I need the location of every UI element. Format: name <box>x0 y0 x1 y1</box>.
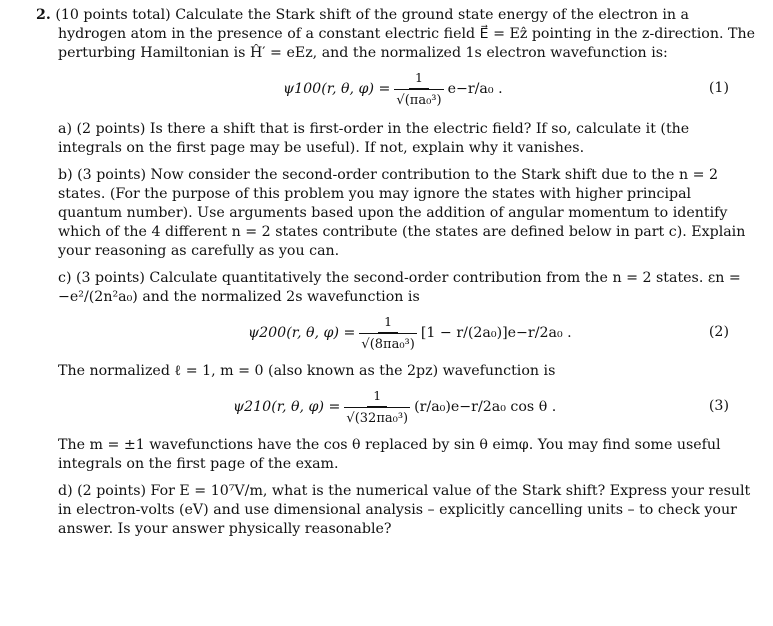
eq1-denominator: √(πa₀³) <box>394 89 443 110</box>
eq3-lhs: ψ210(r, θ, φ) = <box>233 398 341 415</box>
eq1-rhs: e−r/a₀ . <box>447 80 503 97</box>
eq3-number: (3) <box>708 398 729 414</box>
equation-1 <box>18 66 755 112</box>
eq1-numerator: 1 <box>409 68 429 89</box>
eq1-lhs: ψ100(r, θ, φ) = <box>283 80 391 97</box>
part-a: a) (2 points) Is there a shift that is first-order in the electric field? If so, calculate it (the integrals on the first page may be useful). If not, explain why it vanishes. <box>58 121 690 156</box>
text-m1: The m = ±1 wavefunctions have the cos θ replaced by sin θ eimφ. You may find some useful integrals on the first page of the exam. <box>58 437 721 472</box>
problem-number: 2. <box>36 7 51 23</box>
eq1-number: (1) <box>708 80 729 96</box>
equation-2 <box>18 310 755 356</box>
eq3-denominator: √(32πa₀³) <box>344 407 410 428</box>
part-b: b) (3 points) Now consider the second-order contribution to the Stark shift due to the n = 2 states. (For the purpose of this problem you may ignore the states with higher principal quantum number). Use arguments based upon the addition of angular momentum to identify which of the 4 different n = 2 states contribute (the states are defined below in part c). Explain your reasoning as carefully as you can. <box>58 167 746 259</box>
text-210: The normalized ℓ = 1, m = 0 (also known as the 2pz) wavefunction is <box>58 363 556 379</box>
problem-intro-text: (10 points total) Calculate the Stark shift of the ground state energy of the electron in a hydrogen atom in the presence of a constant electric field E⃗ = Eẑ pointing in the z-direction. The perturbing Hamiltonian is Ĥ′ = eEz, and the normalized 1s electron wavefunction is: <box>55 7 755 61</box>
eq3-numerator: 1 <box>367 386 387 407</box>
problem-intro <box>18 6 755 63</box>
eq2-fraction <box>359 312 416 354</box>
part-d: d) (2 points) For E = 10⁷V/m, what is the numerical value of the Stark shift? Express your result in electron-volts (eV) and use dimensional analysis – explicitly cancelling units – to check your answer. Is your answer physically reasonable? <box>58 483 751 537</box>
eq2-numerator: 1 <box>378 312 398 333</box>
part-c: c) (3 points) Calculate quantitatively the second-order contribution from the n = 2 states. εn = −e²/(2n²a₀) and the normalized 2s wavefunction is <box>58 270 741 305</box>
eq1-fraction <box>394 68 443 110</box>
eq2-denominator: √(8πa₀³) <box>359 333 416 354</box>
equation-3 <box>18 384 755 430</box>
eq3-rhs: (r/a₀)e−r/2a₀ cos θ . <box>414 398 557 415</box>
eq3-fraction <box>344 386 410 428</box>
eq2-lhs: ψ200(r, θ, φ) = <box>248 324 356 341</box>
eq2-number: (2) <box>708 324 729 340</box>
eq2-rhs: [1 − r/(2a₀)]e−r/2a₀ . <box>420 324 572 341</box>
